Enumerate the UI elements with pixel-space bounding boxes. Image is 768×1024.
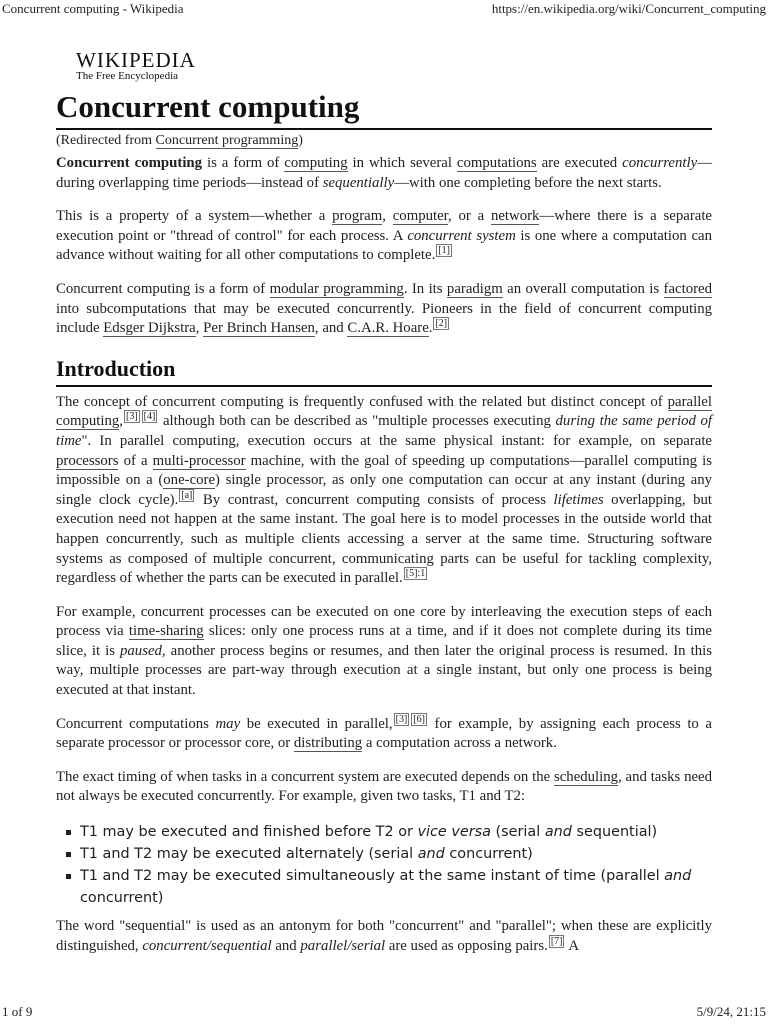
paragraph-3: Concurrent computing is a form of modular programming. In its paradigm an overall computation is factored into subcomputations that may be executed concurrently. Pioneers in the field of concurrent computing include Edsger Dijkstra, Per Brinch Hansen, and C.A.R. Hoare. [2] (56, 280, 712, 337)
page-number: 1 of 9 (2, 1004, 33, 1019)
link-program[interactable]: program (332, 208, 383, 225)
link-car-hoare[interactable]: C.A.R. Hoare (347, 320, 429, 337)
article-content (56, 48, 712, 970)
print-datetime: 5/9/24, 21:15 (696, 1004, 766, 1019)
note-link[interactable]: [a] (181, 489, 193, 501)
section-heading-introduction: Introduction (56, 355, 712, 387)
reference-link[interactable]: [2] (435, 318, 448, 330)
print-page-title: Concurrent computing - Wikipedia (2, 1, 184, 16)
paragraph-7: The exact timing of when tasks in a concurrent system are executed depends on the scheduling, and tasks need not always be executed concurrently. For example, given two tasks, T1 and T2: (56, 768, 713, 805)
bullet-icon (66, 852, 71, 857)
link-distributing[interactable]: distributing (293, 735, 363, 752)
page-title: Concurrent computing (56, 88, 712, 130)
wikipedia-logo[interactable] (76, 48, 712, 88)
reference-link[interactable]: [6] (413, 713, 425, 725)
link-multi-processor[interactable]: multi-processor (152, 452, 246, 469)
list-item: T1 and T2 may be executed alternately (serial and concurrent) (66, 843, 712, 865)
link-modular-programming[interactable]: modular programming (269, 280, 404, 297)
paragraph-1: Concurrent computing is a form of computing in which several computations are executed concurrently—during overlapping time periods—instead of sequentially—with one completing before the next starts. (56, 155, 712, 191)
reference-link[interactable]: [3] (126, 411, 138, 423)
reference-link[interactable]: [4] (143, 411, 156, 423)
redirect-notice: (Redirected from Concurrent programming) (56, 133, 303, 148)
link-per-brinch-hansen[interactable]: Per Brinch Hansen (203, 320, 315, 337)
reference-link[interactable]: [7] (550, 935, 563, 947)
link-one-core[interactable]: one-core (163, 472, 216, 489)
paragraph-4: The concept of concurrent computing is frequently confused with the related but distinct concept of parallel computing, [3] [4] although both can be described as "multiple processes executing during the same period of time". In parallel computing, execution occurs at the same physical instant: for example, on separate processors of a multi-processor machine, with the goal of speeding up computations—parallel computing is impossible on a (one-core) single processor, as only one computation can occur at any instant (during any single clock cycle). [a] By contrast, concurrent computing consists of process lifetimes overlapping, but execution need not happen at the same instant. The goal here is to model processes in the outside world that happen concurrently, such as multiple clients accessing a server at the same time. Structuring software systems as composed of multiple concurrent, communicating parts can be useful for tackling complexity, regardless of whether the parts can be executed in parallel. $^{[5]:1}$ (56, 393, 712, 587)
reference-link[interactable]: [3] (395, 713, 408, 725)
redirect-link[interactable]: Concurrent programming (155, 133, 299, 148)
bullet-icon (66, 874, 71, 879)
link-time-sharing[interactable]: time-sharing (128, 623, 204, 640)
print-page-url[interactable]: https://en.wikipedia.org/wiki/Concurrent_computing (491, 1, 766, 16)
link-paradigm[interactable]: paradigm (446, 280, 503, 297)
link-parallel-computing[interactable]: parallel computing (56, 393, 712, 430)
link-computations[interactable]: computations (456, 155, 537, 171)
print-header (0, 0, 768, 22)
paragraph-2: This is a property of a system—whether a program, computer, or a network—where there is a separate execution point or "thread of control" for each process. A concurrent system is one where a computation can advance without waiting for all other computations to complete. [1] (56, 208, 712, 264)
lead-term: Concurrent computing (56, 155, 203, 171)
paragraph-6: Concurrent computations may be executed in parallel, [3] [6] for example, by assigning each process to a separate processor or processor core, or distributing a computation across a network. (56, 713, 712, 752)
wikipedia-wordmark: WIKIPEDIA (76, 48, 196, 72)
list-item: T1 and T2 may be executed simultaneously at the same instant of time (parallel and concurrent) (66, 865, 712, 909)
link-scheduling[interactable]: scheduling (553, 768, 619, 785)
task-execution-list (56, 821, 712, 909)
reference-link[interactable]: [1] (438, 245, 450, 257)
paragraph-8: The word "sequential" is used as an antonym for both "concurrent" and "parallel"; when these are explicitly distinguished, concurrent/sequential and parallel/serial are used as opposing pairs. [7] A (56, 918, 712, 954)
print-footer (0, 1004, 768, 1024)
bullet-icon (66, 830, 71, 835)
link-network[interactable]: network (490, 208, 540, 225)
link-edsger-dijkstra[interactable]: Edsger Dijkstra (103, 320, 196, 337)
list-item: T1 may be executed and finished before T2 or vice versa (serial and sequential) (66, 821, 712, 843)
link-processors[interactable]: processors (56, 452, 119, 469)
paragraph-5: For example, concurrent processes can be executed on one core by interleaving the execution steps of each process via time-sharing slices: only one process runs at a time, and if it does not complete during its time slice, it is paused, another process begins or resumes, and then later the original process is resumed. In this way, multiple processes are part-way through execution at a single instant, but only one process is being executed at that instant. (56, 603, 712, 699)
link-computing[interactable]: computing (284, 155, 348, 171)
link-factored[interactable]: factored (663, 280, 712, 297)
wikipedia-tagline: The Free Encyclopedia (76, 70, 179, 82)
link-computer[interactable]: computer (392, 208, 449, 225)
reference-link[interactable]: [5]:1 (405, 568, 426, 580)
